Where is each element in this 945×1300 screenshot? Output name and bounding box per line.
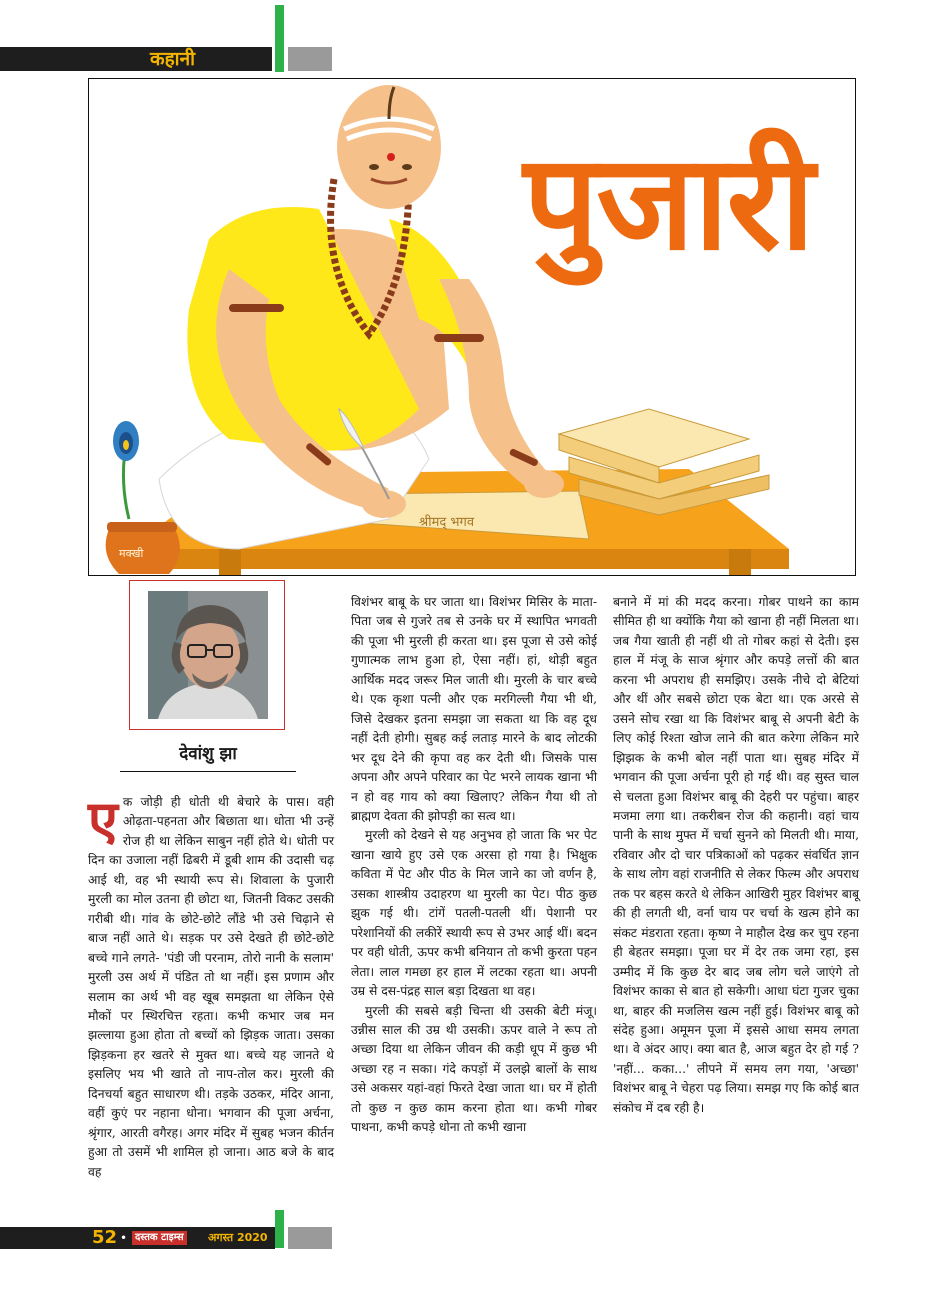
section-header-bar [0, 47, 272, 71]
section-label: कहानी [150, 48, 196, 70]
article-column-1 [88, 789, 334, 1182]
footer-bullet: • [120, 1231, 128, 1245]
author-divider [120, 771, 296, 772]
article-column-3 [613, 593, 859, 1118]
article-paragraph: बनाने में मां की मदद करना। गोबर पाथने का काम सीमित ही था क्योंकि गैया को खाना ही नहीं मिलता था। जब गैया खाती ही नहीं थी तो गोबर कहां से देती। इस हाल में मंजू के साज श्रृंगार और कपड़े लत्तों की बात करना भी अपराध ही समझिए। उसके नीचे दो बेटियां और थीं और सबसे छोटा एक बेटा था। एक अरसे से उसने सोच रखा था कि विशंभर बाबू से अपनी बेटी के लिए कोई रिश्ता खोज लाने की बात करेगा लेकिन मारे झिझक के कभी बोल नहीं पाता था। सुबह मंदिर में भगवान की पूजा अर्चना पूरी हो गई थी। वह सुस्त चाल से चलता हुआ विशंभर बाबू की देहरी पर पहुंचा। बाहर मजमा लगा था। तकरीबन रोज की कहानी। वहां चाय पानी के साथ मुफ्त में चर्चा सुनने को मिलती थी। माया, रविवार और दो चार पत्रिकाओं को पढ़कर संवर्धित ज्ञान के साथ लोग वहां राजनीति से लेकर फिल्म और अपराध तक पर बहस करते थे लेकिन आखिरी मुहर विशंभर बाबू की ही लगती थी, वर्ना चाय पर चर्चा के खत्म होने का संकट मंडराता रहता। कृष्ण ने माहौल देख कर चुप रहना ही बेहतर समझा। पूजा घर में देर तक जमा रहा, इस उम्मीद में कि कुछ देर बाद जब लोग चले जाएंगे तो विशंभर काका से बात हो सकेगी। आधा घंटा गुजर चुका था, बाहर की मजलिस खत्म नहीं हुई। विशंभर बाबू को संदेह हुआ। अमूमन पूजा में इससे आधा समय लगता था। वे अंदर आए। क्या बात है, आज बहुत देर हो गई ? 'नहीं... कका...' लीपने में समय लग गया, 'अच्छा' विशंभर बाबू ने चेहरा पढ़ लिया। समझ गए कि कोई बात संकोच में दब रही है। [613, 595, 859, 1115]
article-paragraph: मुरली की सबसे बड़ी चिन्ता थी उसकी बेटी मंजू। उन्नीस साल की उम्र थी उसकी। ऊपर वाले ने रूप तो अच्छा दिया था लेकिन जीवन की कड़ी धूप में कुछ भी अच्छा रह न सका। गंदे कपड़ों में उलझे बालों के साथ उसे अकसर यहां-वहां फिरते देखा जाता था। घर में होती तो कुछ न कुछ काम करना होता था। कभी गोबर पाथना, कभी कपड़े धोना तो कभी खाना [351, 1003, 597, 1135]
svg-text:मक्खी: मक्खी [119, 547, 144, 560]
article-paragraph: क जोड़ी ही धोती थी बेचारे के पास। वही ओढ़ता-पहनता और बिछाता था। धोता भी उन्हें रोज ही था लेकिन साबुन नहीं होते थे। धोती पर दिन का उजाला नहीं ढिबरी में डूबी शाम की उदासी चढ़ आई थी, वह भी स्थायी रूप से। शिवाला के पुजारी मुरली का मोल उतना ही छोटा था, जितनी विकट उसकी गरीबी थी। गांव के छोटे-छोटे लौंडे भी उसे चिढ़ाने से बाज नहीं आते थे। सड़क पर उसे देखते ही छोटे-छोटे बच्चे गाने लगते- 'पंडी जी परनाम, तोरो नानी के सलाम' मुरली उस अर्थ में पंडित तो था नहीं। इस प्रणाम और सलाम का अर्थ भी वह खूब समझता था लेकिन ऐसे मौकों पर स्थिरचित्त रहता। कभी कभार जब मन झल्लाया हुआ होता तो बच्चों को झिड़क जाता। उसका झिड़कना हर खतरे से मुक्त था। बच्चे यह जानते थे इसलिए भय भी खाते तो नाप-तोल कर। मुरली की दिनचर्या बहुत साधारण थी। तड़के उठकर, मंदिर आना, वहीं कुएं पर नहाना धोना। भगवान की पूजा अर्चना, श्रृंगार, आरती वगैरह। अगर मंदिर में सुबह भजन कीर्तन हुआ तो उसमें भी शामिल हो जाना। आठ बजे के बाद वह [88, 795, 334, 1179]
footer-accent-green [275, 1210, 284, 1248]
author-name: देवांशु झा [179, 744, 237, 764]
author-portrait [148, 591, 268, 719]
magazine-logo: दस्तक टाइम्स [132, 1231, 187, 1245]
issue-date: अगस्त 2020 [208, 1231, 268, 1244]
article-column-2 [351, 593, 597, 1138]
page-number: 52 [92, 1227, 118, 1248]
author-photo [129, 580, 285, 730]
article-paragraph: विशंभर बाबू के घर जाता था। विशंभर मिसिर के माता-पिता जब से गुजरे तब से उनके घर में स्थापित भगवती की पूजा भी मुरली ही करता था। इस पूजा से उसे कोई गुणात्मक लाभ हुआ हो, ऐसा नहीं। हां, थोड़ी बहुत आर्थिक मदद जरूर मिल जाती थी। मुरली के चार बच्चे थे। एक कृशा पत्नी और एक मरगिल्ली गैया भी थी, जिसे देखकर इतना समझा जा सकता था कि वह दूध नहीं देती होगी। सुबह कई लताड़ मारने के बाद लोटकी भर दूध देने की कृपा वह कर देती थी। जिसके पास अपना और अपने परिवार का पेट भरने लायक खाना भी न हो वह गाय को क्या खिलाए? लेकिन गैया थी तो ब्राह्मण देवता की झोपड़ी का सत्व था। [351, 595, 597, 823]
header-accent-green [275, 5, 284, 72]
article-paragraph: मुरली को देखने से यह अनुभव हो जाता कि भर पेट खाना खाये हुए उसे एक अरसा हो गया है। भिक्षुक कविता में पेट और पीठ के मिल जाने का जो वर्णन है, उसका शास्त्रीय उदाहरण था मुरली का पेट। पीठ कुछ झुक गई थी। टांगें पतली-पतली थीं। पेशानी पर परेशानियों की लकीरें स्थायी रूप से उभर आई थीं। बदन पर वही धोती, ऊपर कभी बनियान तो कभी कुरता पहन लेता। लाल गमछा हर हाल में लटका रहता था। अपनी उम्र से दस-पंद्रह साल बड़ा दिखता था वह। [351, 828, 597, 999]
story-title: पुजारी [523, 126, 813, 280]
drop-cap: ए [88, 789, 118, 852]
svg-text:श्रीमद् भगव: श्रीमद् भगव [419, 515, 475, 530]
footer-accent-gray [288, 1227, 332, 1249]
header-accent-gray [288, 47, 332, 71]
